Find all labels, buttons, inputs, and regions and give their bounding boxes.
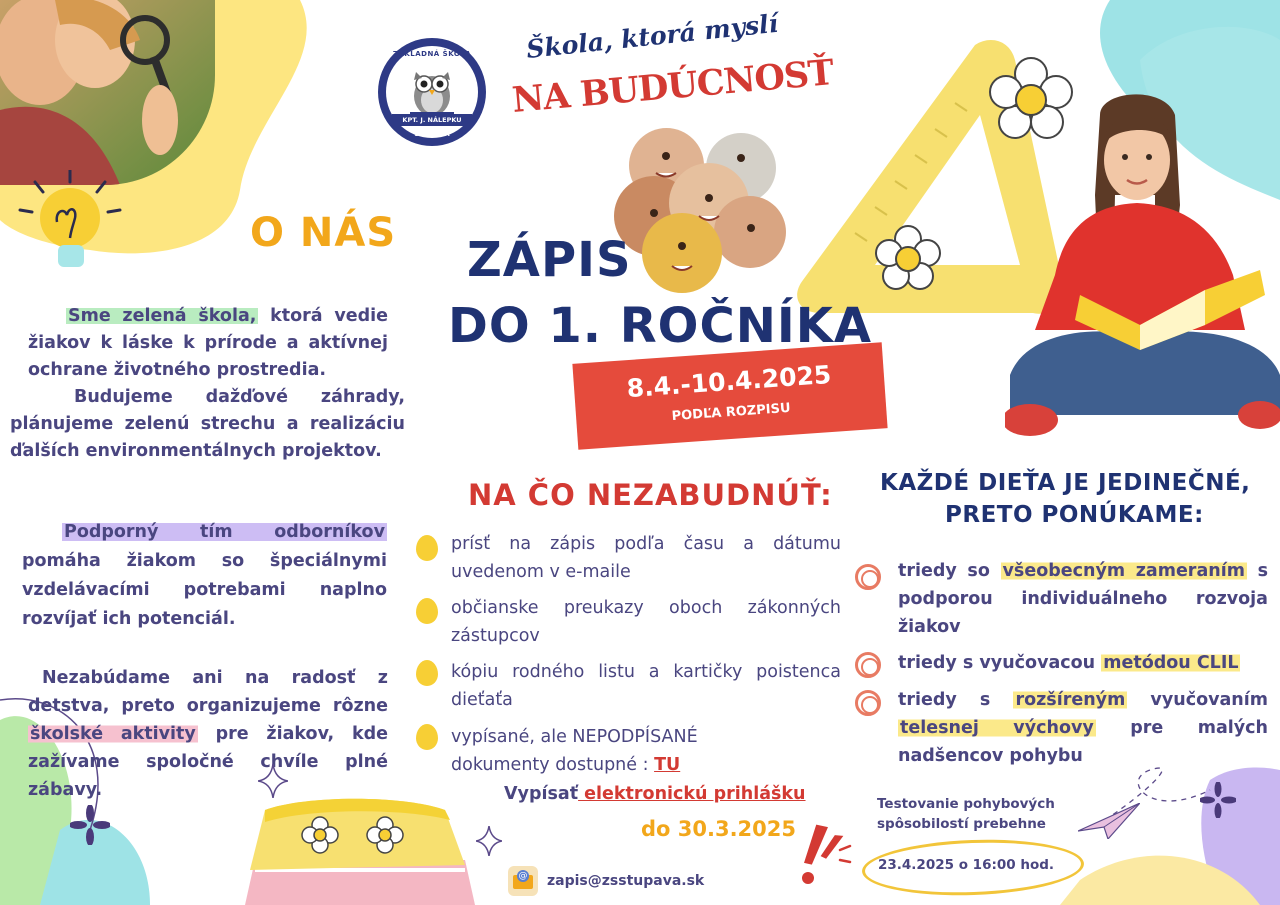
bullet-icon (416, 724, 438, 750)
offer-item-3-middle: vyučovaním (1127, 690, 1269, 710)
main-title-line2: DO 1. ROČNÍKA (448, 298, 873, 354)
about-p1-rest: ktorá vedie žiakov k láske k prírode a aktívnej ochrane životného prostredia. (28, 306, 388, 380)
date-banner-note: PODĽA ROZPISU (671, 400, 792, 425)
offer-item-3 (898, 686, 1268, 770)
date-banner-dates: 8.4.-10.4.2025 (625, 359, 833, 404)
electronic-form-line (504, 784, 806, 804)
main-title-line1: ZÁPIS (467, 232, 632, 288)
about-p4-highlight: školské aktivity (30, 724, 196, 744)
kids-group-photo (614, 128, 789, 293)
books-stack-decor (235, 790, 495, 905)
checklist-item-1: prísť na zápis podľa času a dátumu uvedenom v e-maile (451, 534, 841, 582)
electronic-form-link[interactable]: elektronickú prihlášku (578, 784, 806, 804)
about-paragraph-3 (22, 518, 387, 634)
offer-item-2-highlight: metódou CLIL (1103, 653, 1239, 673)
owl-icon (402, 60, 462, 120)
offer-item-3-highlight: rozšíreným (1015, 690, 1126, 710)
checklist-heading: NA ČO NEZABUDNÚŤ: (468, 478, 833, 512)
checklist-item-2: občianske preukazy oboch zákonných zástupcov (451, 598, 841, 646)
girl-reading-photo (1005, 85, 1280, 445)
offer-item-3-highlight2: telesnej výchovy (900, 718, 1094, 738)
logo-top-text: ZÁKLADNÁ ŠKOLA (392, 50, 472, 58)
paper-plane-icon (1078, 803, 1140, 839)
bullet-icon (416, 660, 438, 686)
tagline-line2: NA BUDÚCNOSŤ (510, 52, 835, 121)
email-icon: @ (508, 866, 538, 896)
tagline-line1: Škola, ktorá myslí (524, 8, 780, 65)
contact-email-link[interactable]: zapis@zsstupava.sk (547, 873, 705, 889)
flower-outline-icon (1200, 782, 1236, 818)
about-p3-highlight: Podporný tím odborníkov (64, 522, 385, 542)
lightbulb-icon (15, 170, 125, 280)
offer-item-1 (898, 557, 1268, 641)
about-p3-rest: pomáha žiakom so špeciálnymi vzdelávacími potrebami naplno rozvíjať ich potenciál. (22, 551, 387, 629)
testing-line2: spôsobilostí prebehne (877, 816, 1046, 832)
about-paragraph-1 (28, 303, 388, 384)
bullet-icon (416, 598, 438, 624)
circle-bullet-icon (855, 652, 881, 678)
logo-bottom-text: STUPAVA (414, 130, 450, 138)
about-paragraph-2: Budujeme dažďové záhrady, plánujeme zelenú strechu a realizáciu ďalších environmentálnych projektov. (10, 387, 405, 461)
offer-item-1-after: s podporou individuálneho rozvoja žiakov (898, 561, 1268, 637)
offer-heading-line2: PRETO PONÚKAME: (945, 502, 1204, 528)
offer-item-3-after: pre malých nadšencov pohybu (898, 718, 1268, 766)
offer-item-1-before: triedy so (898, 561, 1001, 581)
logo-ribbon: KPT. J. NÁLEPKU (392, 114, 472, 126)
exclamation-icon (792, 820, 852, 890)
about-p4-after: pre žiakov, kde zažívame spoločné chvíle plné zábavy. (28, 724, 388, 800)
checklist-item-4 (451, 723, 741, 779)
school-logo (378, 38, 486, 146)
about-p1-highlight: Sme zelená škola, (68, 306, 257, 326)
circle-bullet-icon (855, 564, 881, 590)
offer-item-3-before: triedy s (898, 690, 1014, 710)
circle-bullet-icon (855, 690, 881, 716)
form-prefix: Vypísať (504, 784, 579, 804)
about-heading: O NÁS (250, 210, 397, 256)
offer-item-2 (898, 649, 1268, 677)
form-deadline: do 30.3.2025 (641, 817, 797, 841)
offer-heading-line1: KAŽDÉ DIEŤA JE JEDINEČNÉ, (880, 470, 1251, 496)
offer-item-2-before: triedy s vyučovacou (898, 653, 1102, 673)
about-paragraph-4 (28, 664, 388, 804)
checklist-item-3: kópiu rodného listu a kartičky poistenca dieťaťa (451, 662, 841, 710)
offer-item-1-highlight: všeobecným zameraním (1002, 561, 1245, 581)
testing-line1: Testovanie pohybových (877, 796, 1055, 812)
documents-link[interactable]: TU (654, 755, 681, 775)
bullet-icon (416, 535, 438, 561)
testing-date: 23.4.2025 o 16:00 hod. (878, 857, 1055, 873)
flower-outline-icon (70, 805, 110, 845)
checklist-item-4-text: vypísané, ale NEPODPÍSANÉ dokumenty dostupné : (451, 727, 698, 775)
about-p4-before: Nezabúdame ani na radosť z detstva, preto organizujeme rôzne (28, 668, 388, 716)
